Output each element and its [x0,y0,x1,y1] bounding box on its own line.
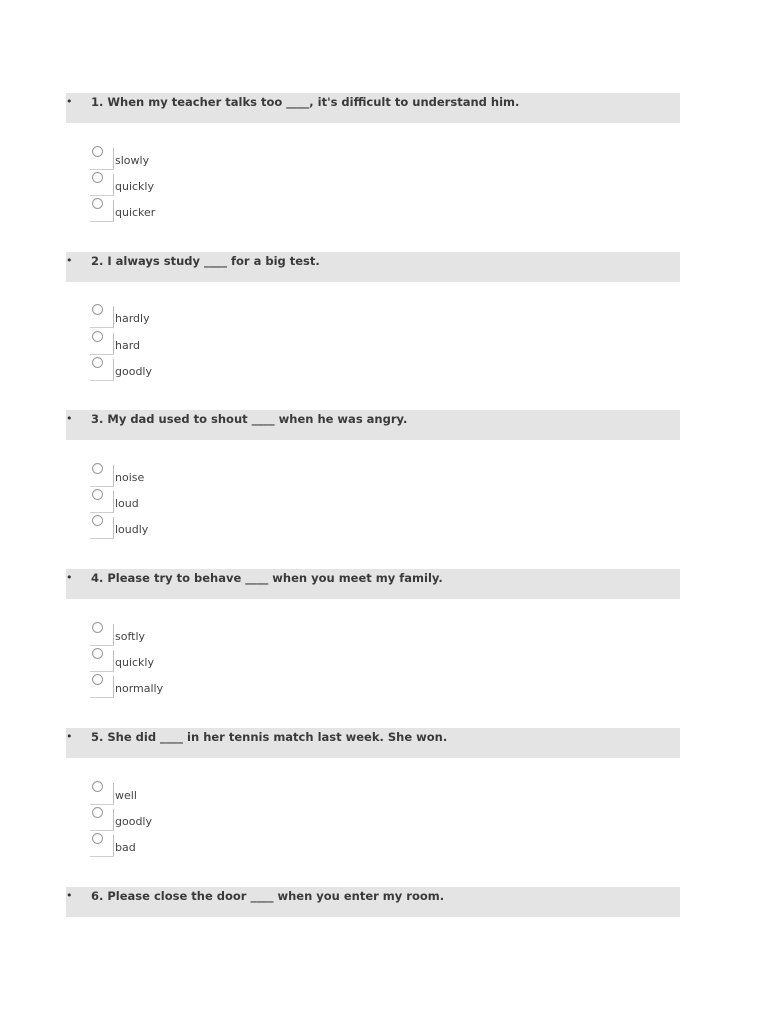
option-noise[interactable] [90,463,160,489]
divider [90,645,114,646]
radio-button[interactable] [92,515,103,526]
divider [113,624,114,646]
divider [113,676,114,698]
question-bar [66,887,680,917]
option-loudly[interactable] [90,515,160,541]
bullet: • [66,412,73,425]
divider [90,671,114,672]
bullet: • [66,730,73,743]
option-goodly[interactable] [90,357,160,383]
option-label: loud [115,497,139,510]
question-text: 4. Please try to behave ____ when you meet my family. [91,571,443,585]
option-normally[interactable] [90,674,164,700]
bullet: • [66,889,73,902]
option-quicker[interactable] [90,198,160,224]
radio-button[interactable] [92,463,103,474]
divider [90,538,114,539]
divider [113,650,114,672]
radio-button[interactable] [92,198,103,209]
divider [113,333,114,355]
divider [113,809,114,831]
radio-button[interactable] [92,304,103,315]
divider [90,327,114,328]
option-label: noise [115,471,145,484]
divider [90,195,114,196]
divider [113,306,114,328]
question-bar [66,410,680,440]
question-bar [66,728,680,758]
divider [113,200,114,222]
option-label: quickly [115,656,154,669]
radio-button[interactable] [92,674,103,685]
divider [90,512,114,513]
divider [113,491,114,513]
option-loud[interactable] [90,489,160,515]
divider [90,221,114,222]
question-text: 3. My dad used to shout ____ when he was angry. [91,412,408,426]
divider [113,174,114,196]
option-hardly[interactable] [90,304,160,330]
option-label: quicker [115,206,156,219]
radio-button[interactable] [92,489,103,500]
option-label: quickly [115,180,154,193]
radio-button[interactable] [92,357,103,368]
option-label: softly [115,630,146,643]
question-text: 6. Please close the door ____ when you enter my room. [91,889,445,903]
divider [90,380,114,381]
bullet: • [66,95,73,108]
option-quickly[interactable] [90,172,160,198]
question-text: 2. I always study ____ for a big test. [91,254,320,268]
question-text: 1. When my teacher talks too ____, it's difficult to understand him. [91,95,520,109]
question-bar [66,93,680,123]
bullet: • [66,571,73,584]
question-bar [66,569,680,599]
divider [90,697,114,698]
option-quickly[interactable] [90,648,160,674]
option-label: slowly [115,154,150,167]
divider [113,359,114,381]
divider [90,169,114,170]
option-goodly[interactable] [90,807,160,833]
radio-button[interactable] [92,622,103,633]
divider [113,148,114,170]
option-softly[interactable] [90,622,160,648]
question-bar [66,252,680,282]
radio-button[interactable] [92,648,103,659]
divider [90,856,114,857]
option-hard[interactable] [90,331,160,357]
option-label: well [115,789,137,802]
divider [113,835,114,857]
radio-button[interactable] [92,781,103,792]
option-slowly[interactable] [90,146,160,172]
divider [113,783,114,805]
option-label: normally [115,682,164,695]
question-text: 5. She did ____ in her tennis match last week. She won. [91,730,448,744]
radio-button[interactable] [92,833,103,844]
radio-button[interactable] [92,146,103,157]
radio-button[interactable] [92,807,103,818]
option-label: hard [115,339,141,352]
divider [113,517,114,539]
option-well[interactable] [90,781,160,807]
option-bad[interactable] [90,833,160,859]
bullet: • [66,254,73,267]
radio-button[interactable] [92,331,103,342]
option-label: bad [115,841,136,854]
option-label: loudly [115,523,149,536]
radio-button[interactable] [92,172,103,183]
option-label: goodly [115,815,152,828]
option-label: goodly [115,365,152,378]
divider [90,804,114,805]
divider [90,354,114,355]
divider [90,486,114,487]
divider [90,830,114,831]
divider [113,465,114,487]
option-label: hardly [115,312,150,325]
